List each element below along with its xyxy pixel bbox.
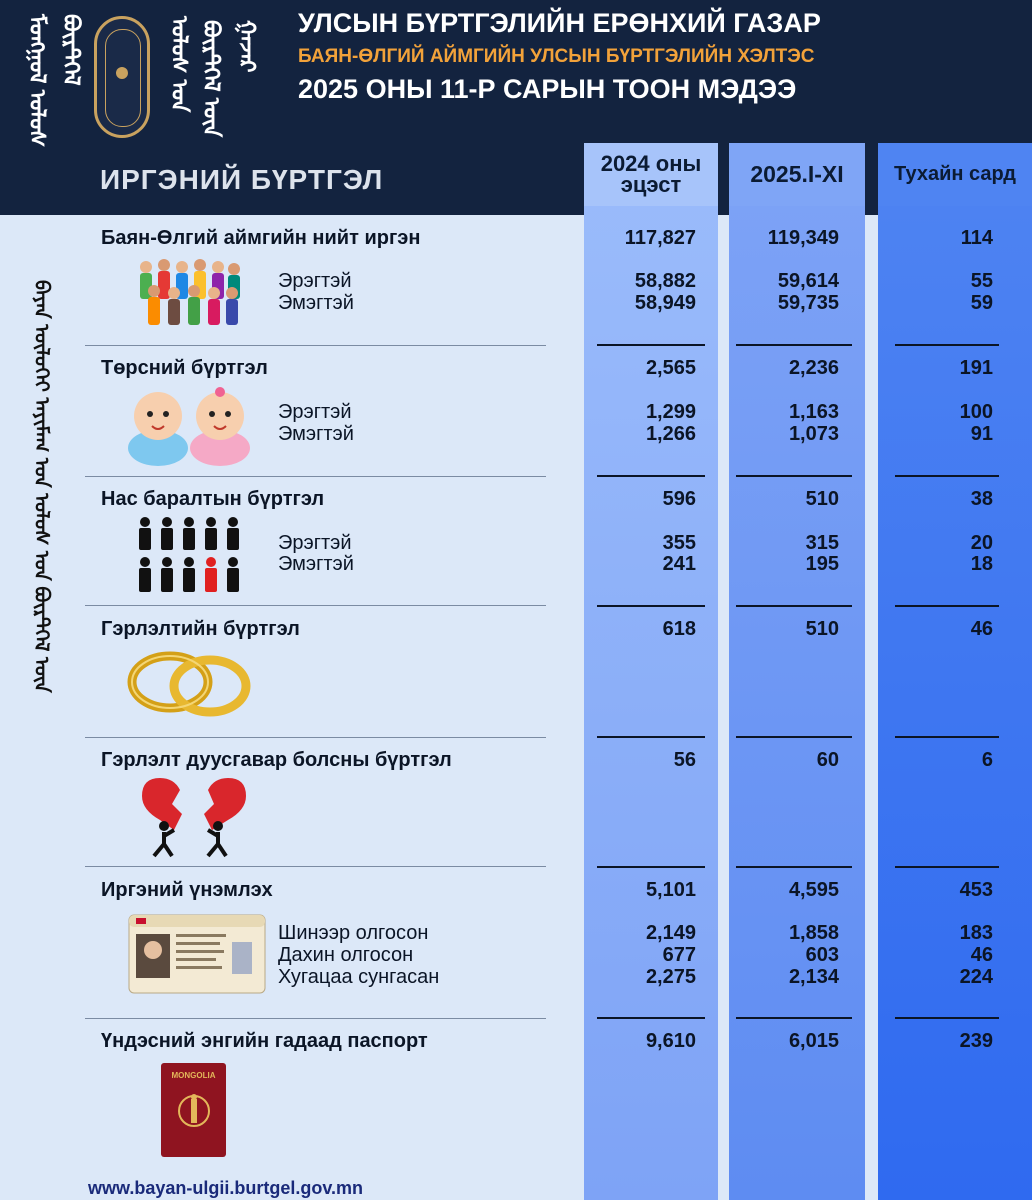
mongol-script-header-left2: ᠪᠦᠷᠲᠭᠡᠯ bbox=[59, 14, 84, 86]
value-2025: 6,015 bbox=[788, 1030, 839, 1052]
sub-label-reissued: Дахин олгосон bbox=[278, 944, 414, 966]
column-rule bbox=[895, 1017, 999, 1019]
website-link[interactable]: www.bayan-ulgii.burtgel.gov.mn bbox=[88, 1178, 364, 1198]
column-rule bbox=[597, 866, 705, 868]
babies-icon bbox=[124, 386, 254, 468]
mongol-script-sidebar-text: ᠪᠠᠶᠠᠨ ᠥᠯᠦᠭᠡᠢ ᠠᠶᠢᠮᠠᠭ ᠤᠨ ᠤᠯᠤᠰ ᠤᠨ ᠪᠦᠷᠲᠭᠡᠯ ᠦᠨ bbox=[30, 280, 52, 693]
value-month: 114 bbox=[960, 227, 993, 249]
value-2025: 603 bbox=[805, 944, 839, 966]
section-title: ИРГЭНИЙ БҮРТГЭЛ bbox=[100, 164, 384, 195]
sub-label-male: Эрэгтэй bbox=[278, 270, 352, 292]
row-divider bbox=[85, 866, 546, 867]
column-rule bbox=[895, 736, 999, 738]
value-2024: 1,299 bbox=[645, 401, 696, 423]
column-rule bbox=[736, 605, 852, 607]
passport-label: MONGOLIA bbox=[171, 1071, 216, 1080]
column-rule bbox=[597, 344, 705, 346]
value-2024: 56 bbox=[673, 749, 696, 771]
value-2025: 4,595 bbox=[788, 879, 839, 901]
value-month: 55 bbox=[970, 270, 993, 292]
broken-heart-icon bbox=[134, 774, 254, 858]
value-2024: 9,610 bbox=[645, 1030, 696, 1052]
row-divider bbox=[85, 737, 546, 738]
column-rule bbox=[736, 866, 852, 868]
value-2025: 59,735 bbox=[777, 292, 839, 314]
row-divider bbox=[85, 1018, 546, 1019]
value-2024: 1,266 bbox=[645, 423, 696, 445]
value-month: 6 bbox=[981, 749, 993, 771]
value-month: 100 bbox=[959, 401, 993, 423]
header-report: 2025 ОНЫ 11-Р САРЫН ТООН МЭДЭЭ bbox=[298, 74, 797, 104]
value-month: 239 bbox=[959, 1030, 993, 1052]
value-2024: 677 bbox=[662, 944, 696, 966]
row-title-divorces: Гэрлэлт дуусгавар болсны бүртгэл bbox=[101, 749, 452, 771]
value-2025: 1,858 bbox=[788, 922, 839, 944]
value-2024: 58,949 bbox=[634, 292, 696, 314]
value-month: 453 bbox=[959, 879, 993, 901]
value-month: 38 bbox=[970, 488, 993, 510]
sub-label-male: Эрэгтэй bbox=[278, 401, 352, 423]
value-month: 46 bbox=[970, 944, 993, 966]
header-subtitle: БАЯН-ӨЛГИЙ АЙМГИЙН УЛСЫН БҮРТГЭЛИЙН ХЭЛТЭС bbox=[298, 46, 815, 67]
sub-label-new: Шинээр олгосон bbox=[278, 922, 429, 944]
value-2024: 2,275 bbox=[645, 966, 696, 988]
row-divider bbox=[85, 476, 546, 477]
value-month: 224 bbox=[959, 966, 993, 988]
mongol-script-header-right3: ᠭᠠᠵᠠᠷ bbox=[235, 20, 260, 73]
mongol-script-header-right2: ᠪᠦᠷᠲᠭᠡᠯ ᠦᠨ bbox=[199, 20, 224, 138]
sub-label-female: Эмэгтэй bbox=[278, 423, 354, 445]
column-rule bbox=[895, 475, 999, 477]
row-title-id-card: Иргэний үнэмлэх bbox=[101, 879, 273, 901]
value-2025: 510 bbox=[805, 488, 839, 510]
value-2025: 59,614 bbox=[777, 270, 839, 292]
column-rule bbox=[597, 1017, 705, 1019]
agency-logo bbox=[94, 16, 150, 138]
row-title-total-citizens: Баян-Өлгий аймгийн нийт иргэн bbox=[101, 227, 421, 249]
row-title-marriages: Гэрлэлтийн бүртгэл bbox=[101, 618, 300, 640]
passport-icon bbox=[161, 1063, 226, 1157]
value-2024: 355 bbox=[662, 532, 696, 554]
column-rule bbox=[895, 344, 999, 346]
value-month: 191 bbox=[959, 357, 993, 379]
row-title-passport: Үндэсний энгийн гадаад паспорт bbox=[101, 1030, 428, 1052]
value-month: 18 bbox=[970, 553, 993, 575]
value-2025: 315 bbox=[805, 532, 839, 554]
value-2024: 117,827 bbox=[624, 227, 696, 249]
column-rule bbox=[895, 866, 999, 868]
value-2025: 2,134 bbox=[788, 966, 839, 988]
value-2025: 1,073 bbox=[788, 423, 839, 445]
id-card-icon bbox=[128, 914, 268, 994]
column-rule bbox=[895, 605, 999, 607]
soyombo-emblem-icon bbox=[178, 1091, 210, 1131]
column-header-2024: 2024 оны эцэст bbox=[584, 143, 718, 206]
column-rule bbox=[597, 605, 705, 607]
people-figures-icon bbox=[135, 516, 245, 596]
value-month: 91 bbox=[970, 423, 993, 445]
value-2024: 241 bbox=[662, 553, 696, 575]
crowd-icon bbox=[132, 255, 244, 331]
value-2025: 119,349 bbox=[767, 227, 839, 249]
logo-emblem bbox=[116, 67, 128, 79]
value-2024: 2,149 bbox=[645, 922, 696, 944]
sub-label-male: Эрэгтэй bbox=[278, 532, 352, 554]
mongol-script-header-left: ᠮᠣᠩᠭᠣᠯ ᠤᠯᠤᠰ bbox=[25, 14, 50, 148]
header-title: УЛСЫН БҮРТГЭЛИЙН ЕРӨНХИЙ ГАЗАР bbox=[298, 8, 821, 38]
row-divider bbox=[85, 345, 546, 346]
row-title-deaths: Нас баралтын бүртгэл bbox=[101, 488, 325, 510]
mongol-script-header-right: ᠤᠯᠤᠰ ᠤᠨ bbox=[167, 16, 192, 113]
column-rule bbox=[736, 475, 852, 477]
value-2024: 58,882 bbox=[634, 270, 696, 292]
value-2024: 5,101 bbox=[645, 879, 696, 901]
value-month: 46 bbox=[970, 618, 993, 640]
column-rule bbox=[736, 344, 852, 346]
value-2025: 510 bbox=[805, 618, 839, 640]
column-rule bbox=[597, 475, 705, 477]
row-title-births: Төрсний бүртгэл bbox=[101, 357, 268, 379]
value-month: 183 bbox=[959, 922, 993, 944]
value-2025: 60 bbox=[816, 749, 839, 771]
column-rule bbox=[597, 736, 705, 738]
value-2024: 618 bbox=[662, 618, 696, 640]
column-header-2025: 2025.I-XI bbox=[729, 143, 865, 206]
sub-label-extended: Хугацаа сунгасан bbox=[278, 966, 440, 988]
row-divider bbox=[85, 605, 546, 606]
column-header-month: Тухайн сард bbox=[878, 143, 1032, 206]
column-rule bbox=[736, 736, 852, 738]
value-2024: 2,565 bbox=[645, 357, 696, 379]
sub-label-female: Эмэгтэй bbox=[278, 553, 354, 575]
value-2024: 596 bbox=[662, 488, 696, 510]
value-2025: 195 bbox=[805, 553, 839, 575]
sub-label-female: Эмэгтэй bbox=[278, 292, 354, 314]
value-2025: 2,236 bbox=[788, 357, 839, 379]
value-month: 59 bbox=[970, 292, 993, 314]
value-month: 20 bbox=[970, 532, 993, 554]
wedding-rings-icon bbox=[126, 644, 252, 720]
column-rule bbox=[736, 1017, 852, 1019]
value-2025: 1,163 bbox=[788, 401, 839, 423]
